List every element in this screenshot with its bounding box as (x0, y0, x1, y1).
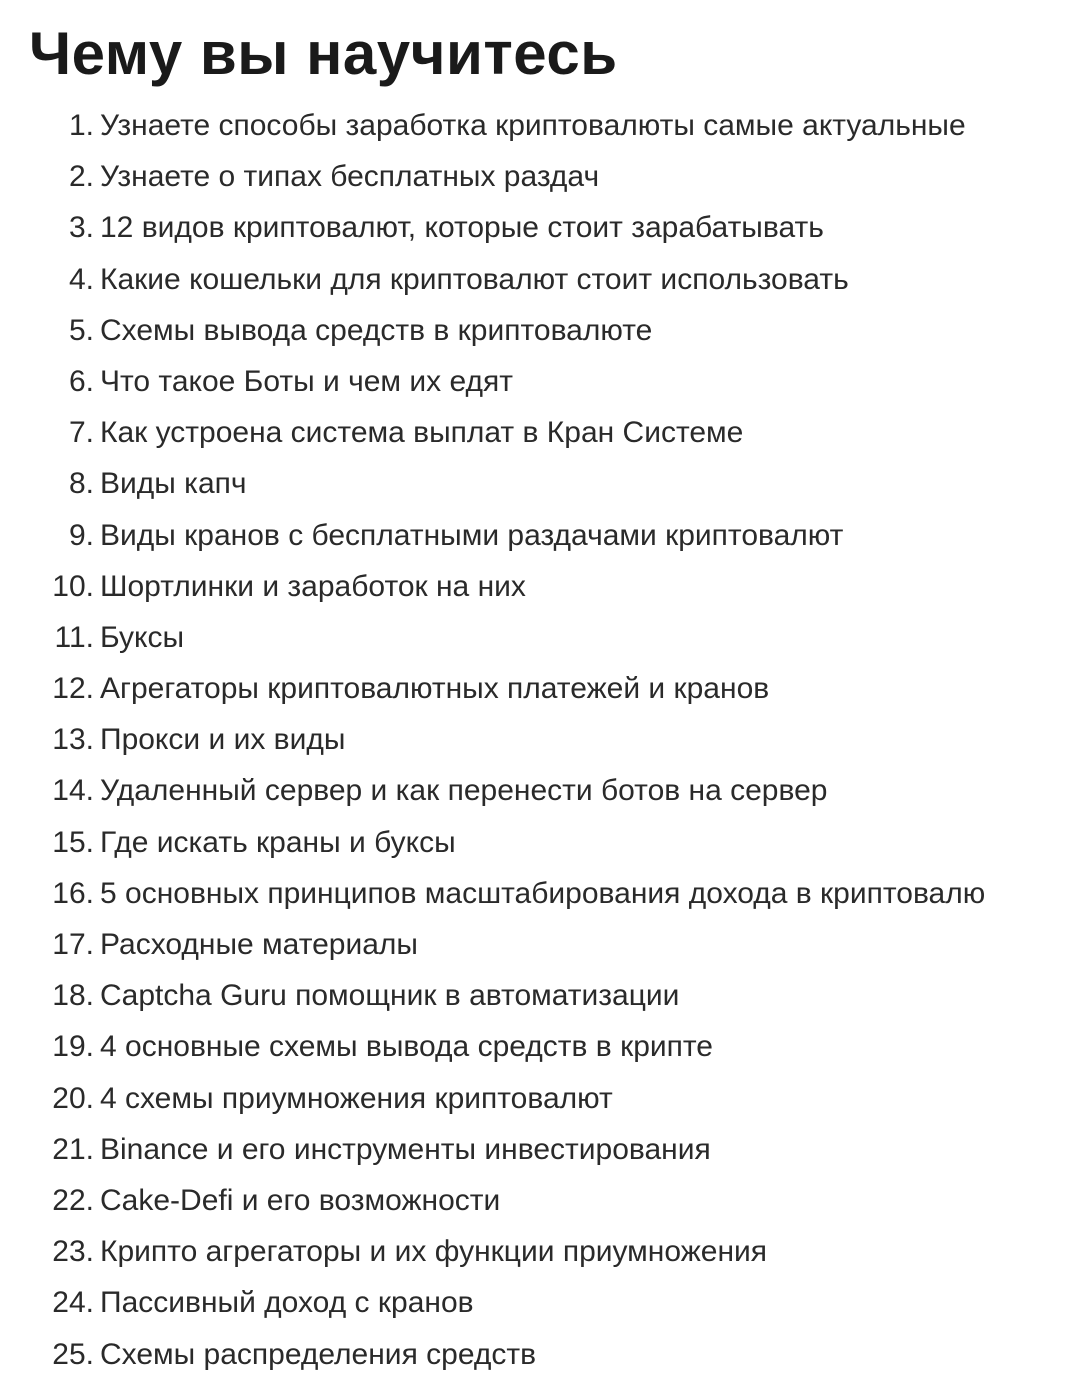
list-item-number: 19. (52, 1030, 94, 1064)
list-item-text: Cake-Defi и его возможности (100, 1183, 501, 1217)
list-item-text: 4 основные схемы вывода средств в крипте (100, 1030, 713, 1064)
list-item (0, 765, 1080, 816)
list-item (0, 202, 1080, 253)
list-item-text: Узнаете о типах бесплатных раздач (100, 160, 600, 194)
list-item-text: Binance и его инструменты инвестирования (100, 1132, 711, 1166)
list-item-number: 7. (68, 416, 94, 450)
list-item (0, 254, 1080, 305)
list-item-text: Агрегаторы криптовалютных платежей и кранов (100, 672, 770, 706)
list-item (0, 1073, 1080, 1124)
list-item-number: 23. (52, 1235, 94, 1269)
list-item-number: 6. (68, 364, 94, 398)
list-item-number: 11. (54, 620, 94, 654)
list-item-text: Узнаете способы заработка криптовалюты самые актуальные (100, 109, 966, 142)
list-item (0, 305, 1080, 356)
list-item-text: Как устроена система выплат в Кран Системе (100, 416, 744, 450)
list-item (0, 1175, 1080, 1226)
list-item-text: Какие кошельки для криптовалют стоит использовать (100, 262, 849, 296)
list-item-number: 2. (68, 160, 94, 194)
list-item (0, 612, 1080, 663)
list-item-number: 4. (68, 262, 94, 296)
list-item-text: Шортлинки и заработок на них (100, 569, 526, 603)
list-item-number: 12. (52, 672, 94, 706)
list-item (0, 1021, 1080, 1072)
list-item (0, 510, 1080, 561)
list-item (0, 714, 1080, 765)
list-item (0, 356, 1080, 407)
list-item (0, 817, 1080, 868)
list-item-text: Крипто агрегаторы и их функции приумножения (100, 1235, 768, 1269)
list-item-number: 1. (68, 109, 94, 142)
list-item-number: 18. (52, 979, 94, 1013)
list-item-number: 14. (52, 774, 94, 808)
list-item-text: Прокси и их виды (100, 723, 346, 757)
list-item-text: Схемы распределения средств (100, 1337, 537, 1371)
list-item (0, 919, 1080, 970)
list-item (0, 868, 1080, 919)
list-item (0, 970, 1080, 1021)
list-item-text: Схемы вывода средств в криптовалюте (100, 313, 653, 347)
list-item-text: Буксы (100, 620, 185, 654)
list-item-number: 16. (52, 876, 94, 910)
list-item-number: 25. (52, 1337, 94, 1371)
list-item-number: 9. (68, 518, 94, 552)
page-title: Чему вы научитесь (29, 20, 618, 87)
list-item-number: 15. (52, 825, 94, 859)
list-item (0, 1277, 1080, 1328)
list-item (0, 1329, 1080, 1380)
list-item-number: 20. (52, 1081, 94, 1115)
list-item-number: 3. (68, 211, 94, 245)
list-item-text: 12 видов криптовалют, которые стоит зарабатывать (100, 211, 824, 245)
list-item-number: 10. (52, 569, 94, 603)
list-item (0, 151, 1080, 202)
list-item (0, 458, 1080, 509)
list-item (0, 561, 1080, 612)
list-item-number: 21. (52, 1132, 94, 1166)
list-item-text: Где искать краны и буксы (100, 825, 456, 859)
list-item-text: Что такое Боты и чем их едят (100, 364, 513, 398)
list-item-number: 5. (68, 313, 94, 347)
learning-list (0, 100, 1080, 1380)
list-item-text: Captcha Guru помощник в автоматизации (100, 979, 680, 1013)
list-item-text: 4 схемы приумножения криптовалют (100, 1081, 613, 1115)
list-item-text: 5 основных принципов масштабирования дохода в криптовалю (100, 876, 986, 910)
list-item-text: Виды кранов с бесплатными раздачами криптовалют (100, 518, 844, 552)
list-item (0, 1124, 1080, 1175)
list-item (0, 1226, 1080, 1277)
list-item-number: 13. (52, 723, 94, 757)
list-item-text: Удаленный сервер и как перенести ботов на сервер (100, 774, 828, 808)
list-item-number: 17. (52, 928, 94, 961)
list-item (0, 100, 1080, 151)
list-item-number: 22. (52, 1183, 94, 1217)
list-item-number: 24. (52, 1286, 94, 1320)
list-item-text: Виды капч (100, 467, 247, 501)
list-item-text: Пассивный доход с кранов (100, 1286, 474, 1320)
list-item-text: Расходные материалы (100, 928, 418, 961)
list-item-number: 8. (68, 467, 94, 501)
list-item (0, 407, 1080, 458)
list-item (0, 663, 1080, 714)
